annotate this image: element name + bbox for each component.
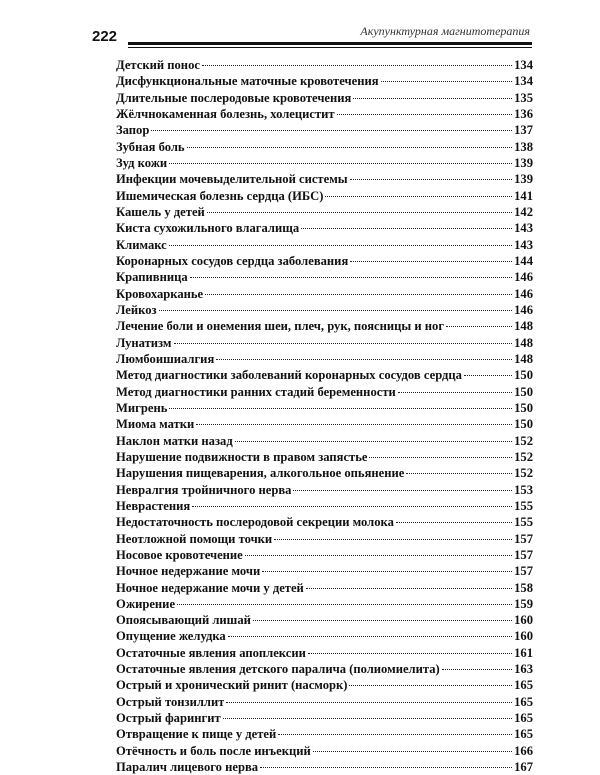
toc-entry[interactable] [116, 465, 533, 481]
toc-entry[interactable] [116, 286, 533, 302]
dot-leader [260, 767, 512, 768]
toc-entry[interactable] [116, 710, 533, 726]
dot-leader [398, 392, 512, 393]
toc-entry-page-number: 159 [514, 596, 533, 611]
toc-entry-title: Острый фарингит [116, 711, 221, 726]
dot-leader [349, 685, 512, 686]
toc-entry[interactable] [116, 122, 533, 138]
toc-entry-page-number: 153 [514, 482, 533, 497]
toc-entry-page-number: 148 [514, 351, 533, 366]
dot-leader [159, 310, 513, 311]
dot-leader [381, 81, 513, 82]
toc-entry-page-number: 165 [514, 727, 533, 742]
toc-entry-title: Наклон матки назад [116, 433, 233, 448]
toc-entry-title: Паралич лицевого нерва [116, 760, 259, 775]
toc-entry-page-number: 150 [514, 417, 533, 432]
page-number: 222 [92, 28, 118, 45]
toc-entry[interactable] [116, 73, 533, 89]
toc-entry-title: Опущение желудка [116, 629, 226, 644]
toc-entry[interactable] [116, 645, 533, 661]
toc-entry-page-number: 150 [514, 368, 533, 383]
toc-entry[interactable] [116, 482, 533, 498]
toc-entry[interactable] [116, 302, 533, 318]
toc-entry-page-number: 141 [514, 188, 533, 203]
toc-entry-page-number: 134 [514, 74, 533, 89]
toc-entry-title: Жёлчнокаменная болезнь, холецистит [116, 106, 335, 121]
dot-leader [406, 473, 512, 474]
dot-leader [253, 620, 512, 621]
toc-entry[interactable] [116, 220, 533, 236]
dot-leader [350, 261, 512, 262]
toc-entry-title: Люмбоишиалгия [116, 351, 215, 366]
toc-entry-title: Кашель у детей [116, 204, 205, 219]
dot-leader [207, 212, 512, 213]
toc-entry-page-number: 143 [514, 221, 533, 236]
dot-leader [235, 441, 512, 442]
toc-entry[interactable] [116, 531, 533, 547]
toc-entry[interactable] [116, 612, 533, 628]
dot-leader [325, 196, 512, 197]
toc-entry[interactable] [116, 580, 533, 596]
toc-entry[interactable] [116, 628, 533, 644]
toc-entry-title: Недостаточность послеродовой секреции молока [116, 515, 394, 530]
dot-leader [274, 539, 512, 540]
toc-entry-title: Остаточные явления апоплексии [116, 645, 306, 660]
dot-leader [151, 130, 512, 131]
dot-leader [245, 555, 512, 556]
dot-leader [369, 457, 512, 458]
toc-entry-title: Отёчность и боль после инъекций [116, 743, 311, 758]
toc-entry[interactable] [116, 677, 533, 693]
toc-entry-title: Киста сухожильного влагалища [116, 221, 300, 236]
toc-entry-page-number: 137 [514, 123, 533, 138]
toc-entry-title: Лечение боли и онемения шеи, плеч, рук, поясницы и ног [116, 319, 445, 334]
toc-entry-title: Запор [116, 123, 150, 138]
table-of-contents [116, 57, 533, 775]
dot-leader [226, 702, 512, 703]
toc-entry-title: Нарушения пищеварения, алкогольное опьянение [116, 466, 405, 481]
dot-leader [442, 669, 512, 670]
toc-entry-page-number: 158 [514, 580, 533, 595]
toc-entry[interactable] [116, 204, 533, 220]
toc-entry-page-number: 152 [514, 449, 533, 464]
toc-entry-title: Невралгия тройничного нерва [116, 482, 292, 497]
toc-entry-title: Ожирение [116, 596, 176, 611]
toc-entry-page-number: 163 [514, 662, 533, 677]
dot-leader [396, 522, 512, 523]
dot-leader [216, 359, 512, 360]
toc-entry[interactable] [116, 547, 533, 563]
dot-leader [202, 65, 512, 66]
toc-entry-page-number: 146 [514, 270, 533, 285]
toc-entry-page-number: 148 [514, 335, 533, 350]
page-header [92, 24, 532, 50]
toc-entry-page-number: 165 [514, 678, 533, 693]
dot-leader [353, 98, 512, 99]
toc-entry[interactable] [116, 726, 533, 742]
toc-entry-page-number: 134 [514, 58, 533, 72]
toc-entry[interactable] [116, 498, 533, 514]
dot-leader [278, 734, 512, 735]
toc-entry-title: Опоясывающий лишай [116, 613, 251, 628]
toc-entry-title: Неотложной помощи точки [116, 531, 273, 546]
toc-entry-title: Зуд кожи [116, 155, 168, 170]
toc-entry[interactable] [116, 433, 533, 449]
toc-entry-page-number: 152 [514, 433, 533, 448]
toc-entry-page-number: 157 [514, 531, 533, 546]
toc-entry[interactable] [116, 139, 533, 155]
toc-entry-page-number: 148 [514, 319, 533, 334]
toc-entry-page-number: 138 [514, 139, 533, 154]
dot-leader [223, 718, 512, 719]
toc-entry[interactable] [116, 253, 533, 269]
toc-entry-title: Лейкоз [116, 302, 157, 317]
dot-leader [169, 163, 512, 164]
toc-entry-title: Лунатизм [116, 335, 172, 350]
toc-entry[interactable] [116, 743, 533, 759]
dot-leader [313, 751, 512, 752]
dot-leader [446, 326, 512, 327]
toc-entry-page-number: 167 [514, 760, 533, 775]
toc-entry-page-number: 146 [514, 302, 533, 317]
toc-entry-title: Миома матки [116, 417, 195, 432]
toc-entry-title: Метод диагностики заболеваний коронарных сосудов сердца [116, 368, 462, 383]
toc-entry[interactable] [116, 416, 533, 432]
toc-entry-title: Острый тонзиллит [116, 694, 225, 709]
toc-entry-page-number: 150 [514, 400, 533, 415]
toc-entry-title: Отвращение к пище у детей [116, 727, 277, 742]
dot-leader [464, 375, 512, 376]
toc-entry-page-number: 143 [514, 237, 533, 252]
toc-entry-title: Зубная боль [116, 139, 185, 154]
toc-entry-page-number: 160 [514, 629, 533, 644]
dot-leader [306, 588, 512, 589]
dot-leader [169, 245, 512, 246]
toc-entry-title: Мигрень [116, 400, 168, 415]
toc-entry-title: Метод диагностики ранних стадий беременности [116, 384, 396, 399]
dot-leader [196, 424, 512, 425]
toc-entry[interactable] [116, 367, 533, 383]
dot-leader [192, 506, 512, 507]
header-rule-thin [128, 47, 532, 48]
dot-leader [301, 228, 512, 229]
toc-entry[interactable] [116, 596, 533, 612]
toc-entry-page-number: 144 [514, 253, 533, 268]
toc-entry[interactable] [116, 563, 533, 579]
toc-entry[interactable] [116, 318, 533, 334]
toc-entry-page-number: 136 [514, 106, 533, 121]
toc-entry[interactable] [116, 694, 533, 710]
header-rule-thick [128, 42, 532, 45]
toc-entry[interactable] [116, 514, 533, 530]
dot-leader [262, 571, 512, 572]
toc-entry-page-number: 142 [514, 204, 533, 219]
toc-entry-title: Остаточные явления детского паралича (полиомиелита) [116, 662, 440, 677]
dot-leader [293, 490, 512, 491]
toc-entry-title: Ночное недержание мочи у детей [116, 580, 304, 595]
toc-entry-title: Инфекции мочевыделительной системы [116, 172, 348, 187]
toc-entry-title: Кровохарканье [116, 286, 204, 301]
toc-entry-page-number: 165 [514, 711, 533, 726]
dot-leader [174, 343, 513, 344]
toc-entry-title: Ночное недержание мочи [116, 564, 261, 579]
toc-entry-title: Острый и хронический ринит (насморк) [116, 678, 348, 693]
toc-entry-title: Дисфункциональные маточные кровотечения [116, 74, 379, 89]
toc-entry[interactable] [116, 171, 533, 187]
toc-entry-page-number: 139 [514, 155, 533, 170]
toc-entry-page-number: 157 [514, 547, 533, 562]
toc-entry-title: Длительные послеродовые кровотечения [116, 90, 352, 105]
toc-entry-page-number: 146 [514, 286, 533, 301]
toc-entry-page-number: 160 [514, 613, 533, 628]
toc-entry[interactable] [116, 384, 533, 400]
running-title: Акупунктурная магнитотерапия [360, 24, 530, 38]
toc-entry[interactable] [116, 351, 533, 367]
dot-leader [228, 636, 512, 637]
toc-entry[interactable] [116, 269, 533, 285]
toc-entry[interactable] [116, 188, 533, 204]
dot-leader [337, 114, 513, 115]
toc-entry[interactable] [116, 335, 533, 351]
toc-entry-page-number: 157 [514, 564, 533, 579]
toc-entry-page-number: 155 [514, 515, 533, 530]
toc-entry-page-number: 139 [514, 172, 533, 187]
toc-entry[interactable] [116, 400, 533, 416]
toc-entry[interactable] [116, 106, 533, 122]
dot-leader [187, 147, 513, 148]
toc-entry-title: Климакс [116, 237, 167, 252]
toc-entry-title: Крапивница [116, 270, 188, 285]
toc-entry-page-number: 152 [514, 466, 533, 481]
toc-entry[interactable] [116, 155, 533, 171]
toc-entry-page-number: 165 [514, 694, 533, 709]
dot-leader [190, 277, 512, 278]
toc-entry-title: Нарушение подвижности в правом запястье [116, 449, 368, 464]
toc-entry-title: Коронарных сосудов сердца заболевания [116, 253, 349, 268]
toc-entry-page-number: 161 [514, 645, 533, 660]
toc-entry-title: Носовое кровотечение [116, 547, 243, 562]
toc-entry-title: Неврастения [116, 498, 191, 513]
toc-entry-title: Детский понос [116, 58, 200, 72]
dot-leader [169, 408, 512, 409]
toc-entry[interactable] [116, 759, 533, 775]
toc-entry[interactable] [116, 90, 533, 106]
toc-entry[interactable] [116, 661, 533, 677]
toc-entry[interactable] [116, 237, 533, 253]
toc-entry-page-number: 155 [514, 498, 533, 513]
dot-leader [308, 653, 512, 654]
dot-leader [177, 604, 512, 605]
toc-entry-page-number: 135 [514, 90, 533, 105]
toc-entry-page-number: 150 [514, 384, 533, 399]
toc-entry-title: Ишемическая болезнь сердца (ИБС) [116, 188, 324, 203]
toc-entry[interactable] [116, 449, 533, 465]
dot-leader [350, 179, 513, 180]
toc-entry[interactable] [116, 57, 533, 73]
toc-entry-page-number: 166 [514, 743, 533, 758]
dot-leader [205, 294, 512, 295]
